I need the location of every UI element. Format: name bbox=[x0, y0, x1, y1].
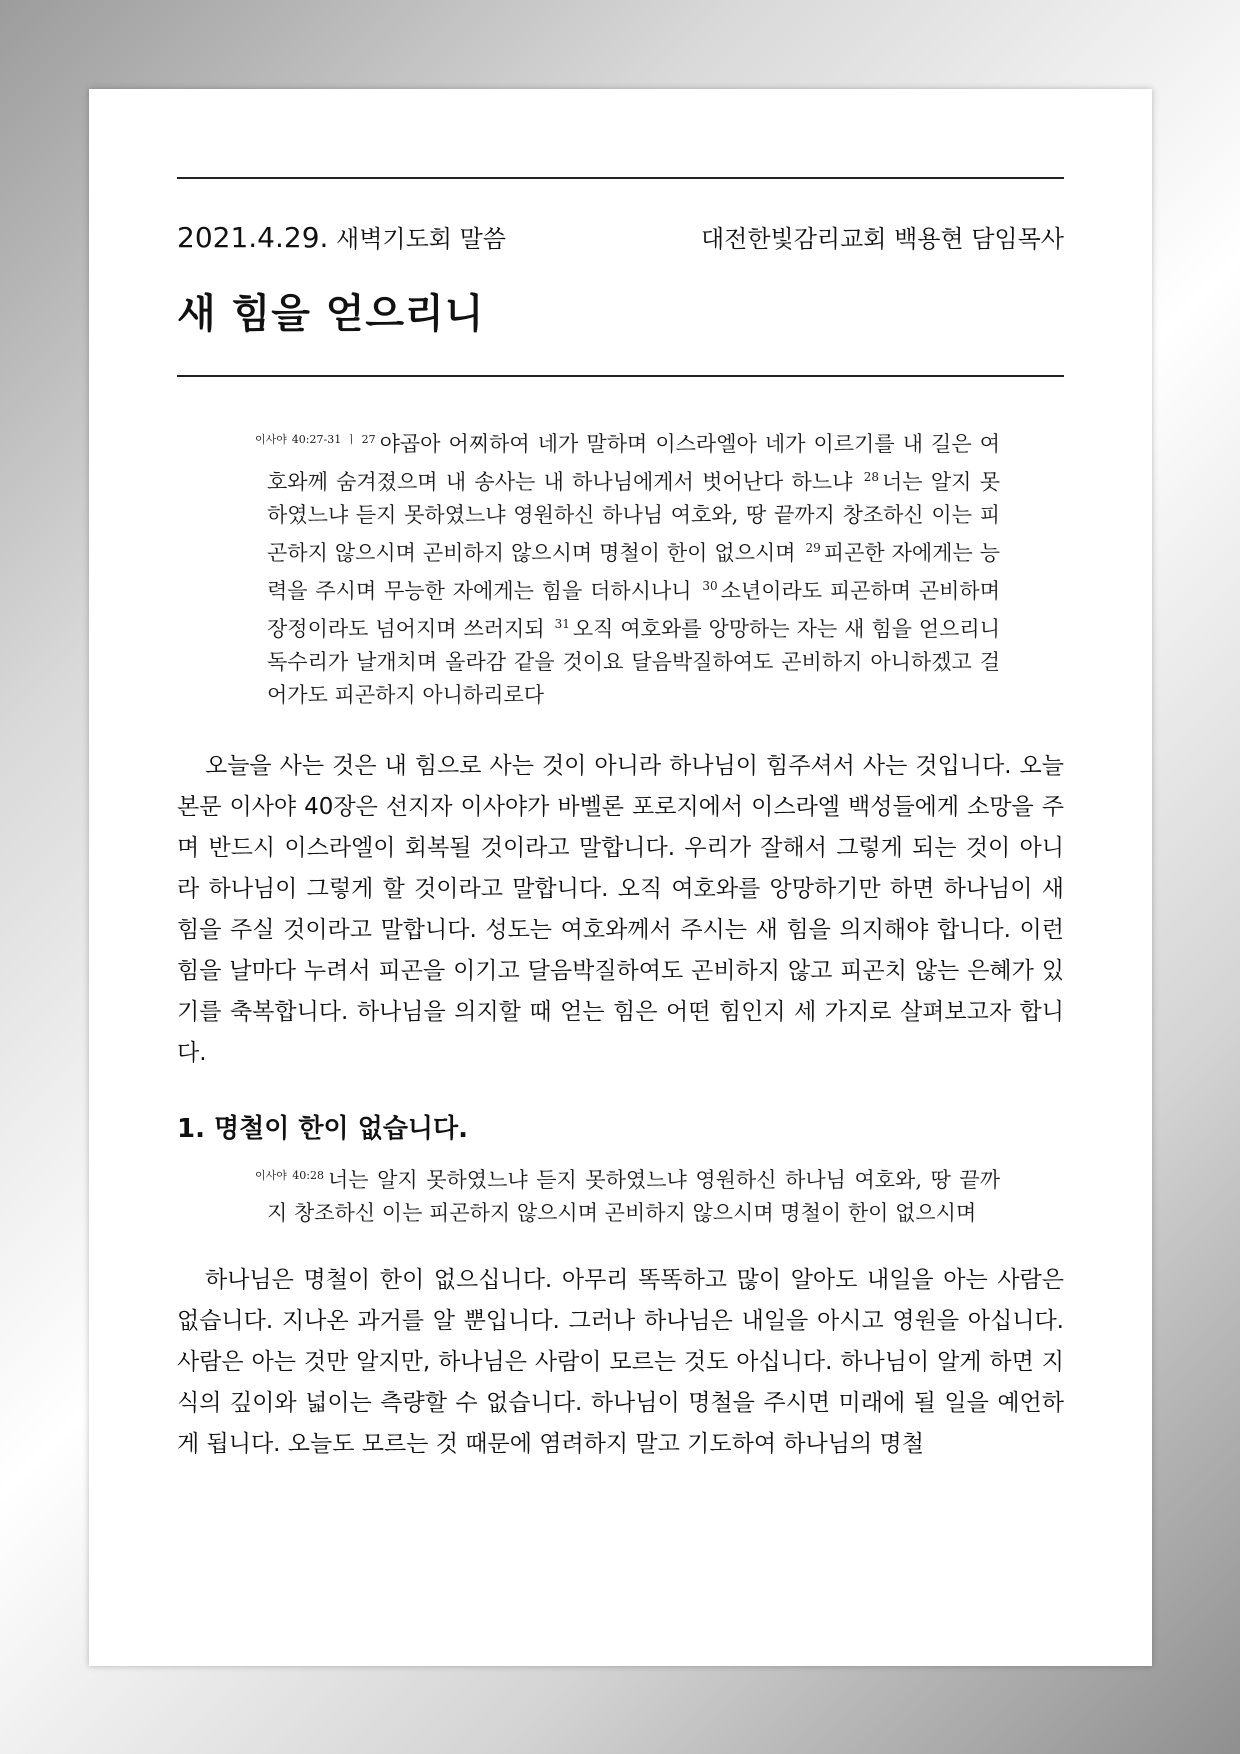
header-meta bbox=[177, 219, 1064, 254]
title-rule bbox=[177, 375, 1064, 377]
church-pastor: 대전한빛감리교회 백용현 담임목사 bbox=[700, 225, 1064, 253]
document-page bbox=[89, 89, 1152, 1666]
verse-text: 너는 알지 못하였느냐 듣지 못하였느냐 영원하신 하나님 여호와, 땅 끝까지 창조하신 이는 피곤하지 않으시며 곤비하지 않으시며 명철이 한이 없으시며 bbox=[267, 1168, 1001, 1225]
verse-number: 31 bbox=[554, 617, 570, 631]
page-content bbox=[177, 177, 1064, 1488]
intro-paragraph: 오늘을 사는 것은 내 힘으로 사는 것이 아니라 하나님이 힘주셔서 사는 것입니다. 오늘 본문 이사야 40장은 선지자 이사야가 바벨론 포로지에서 이스라엘 백성들에게 소망을 주며 반드시 이스라엘이 회복될 것이라고 말합니다. 우리가 잘해서 그렇게 되는 것이 아니라 하나님이 그렇게 할 것이라고 말합니다. 오직 여호와를 앙망하기만 하면 하나님이 새 힘을 주실 것이라고 말합니다. 성도는 여호와께서 주시는 새 힘을 의지해야 합니다. 이런 힘을 날마다 누려서 피곤을 이기고 달음박질하여도 곤비하지 않고 피곤치 않는 은혜가 있기를 축복합니다. 하나님을 의지할 때 얻는 힘은 어떤 힘인지 세 가지로 살펴보고자 합니다. bbox=[177, 753, 1064, 1066]
section-heading: 1. 명철이 한이 없습니다. bbox=[177, 1114, 469, 1144]
scripture-passage bbox=[255, 423, 1000, 712]
verse-text: 야곱아 어찌하여 네가 말하며 이스라엘아 네가 이르기를 내 길은 여호와께 숨겨졌으며 내 송사는 내 하나님에게서 벗어난다 하느냐 bbox=[267, 432, 1000, 494]
verse-number: 28 bbox=[863, 470, 879, 484]
service-date: 2021.4.29. bbox=[177, 221, 329, 254]
verse-text: 소년이라도 피곤하며 곤비하며 장정이라도 넘어지며 쓰러지되 bbox=[267, 579, 1000, 641]
scripture-reference: 이사야 40:27-31 ㅣ 27 bbox=[255, 433, 376, 446]
scripture-reference: 이사야 40:28 bbox=[255, 1169, 324, 1182]
top-rule bbox=[177, 177, 1064, 179]
verse-text: 너는 알지 못하였느냐 듣지 못하였느냐 영원하신 하나님 여호와, 땅 끝까지 창조하신 이는 피곤하지 않으시며 곤비하지 않으시며 명철이 한이 없으시며 bbox=[267, 470, 1000, 565]
verse-number: 29 bbox=[805, 541, 821, 555]
section-paragraph: 하나님은 명철이 한이 없으십니다. 아무리 똑똑하고 많이 알아도 내일을 아는 사람은 없습니다. 지나온 과거를 알 뿐입니다. 그러나 하나님은 내일을 아시고 영원을 아십니다. 사람은 아는 것만 알지만, 하나님은 사람이 모르는 것도 아십니다. 하나님이 알게 하면 지식의 깊이와 넓이는 측량할 수 없습니다. 하나님이 명철을 주시면 미래에 될 일을 예언하게 됩니다. 오늘도 모르는 것 때문에 염려하지 말고 기도하여 하나님의 명철 bbox=[177, 1267, 1064, 1457]
verse-text: 피곤한 자에게는 능력을 주시며 무능한 자에게는 힘을 더하시나니 bbox=[267, 541, 1000, 603]
verse-number: 30 bbox=[702, 579, 718, 593]
service-name: 새벽기도회 말씀 bbox=[336, 225, 506, 253]
verse-text: 오직 여호와를 앙망하는 자는 새 힘을 얻으리니 독수리가 날개치며 올라감 같을 것이요 달음박질하여도 곤비하지 아니하겠고 걸어가도 피곤하지 아니하리로다 bbox=[267, 617, 1000, 707]
sermon-title: 새 힘을 얻으리니 bbox=[177, 291, 485, 337]
section-scripture bbox=[255, 1159, 1000, 1230]
service-info bbox=[177, 219, 506, 254]
